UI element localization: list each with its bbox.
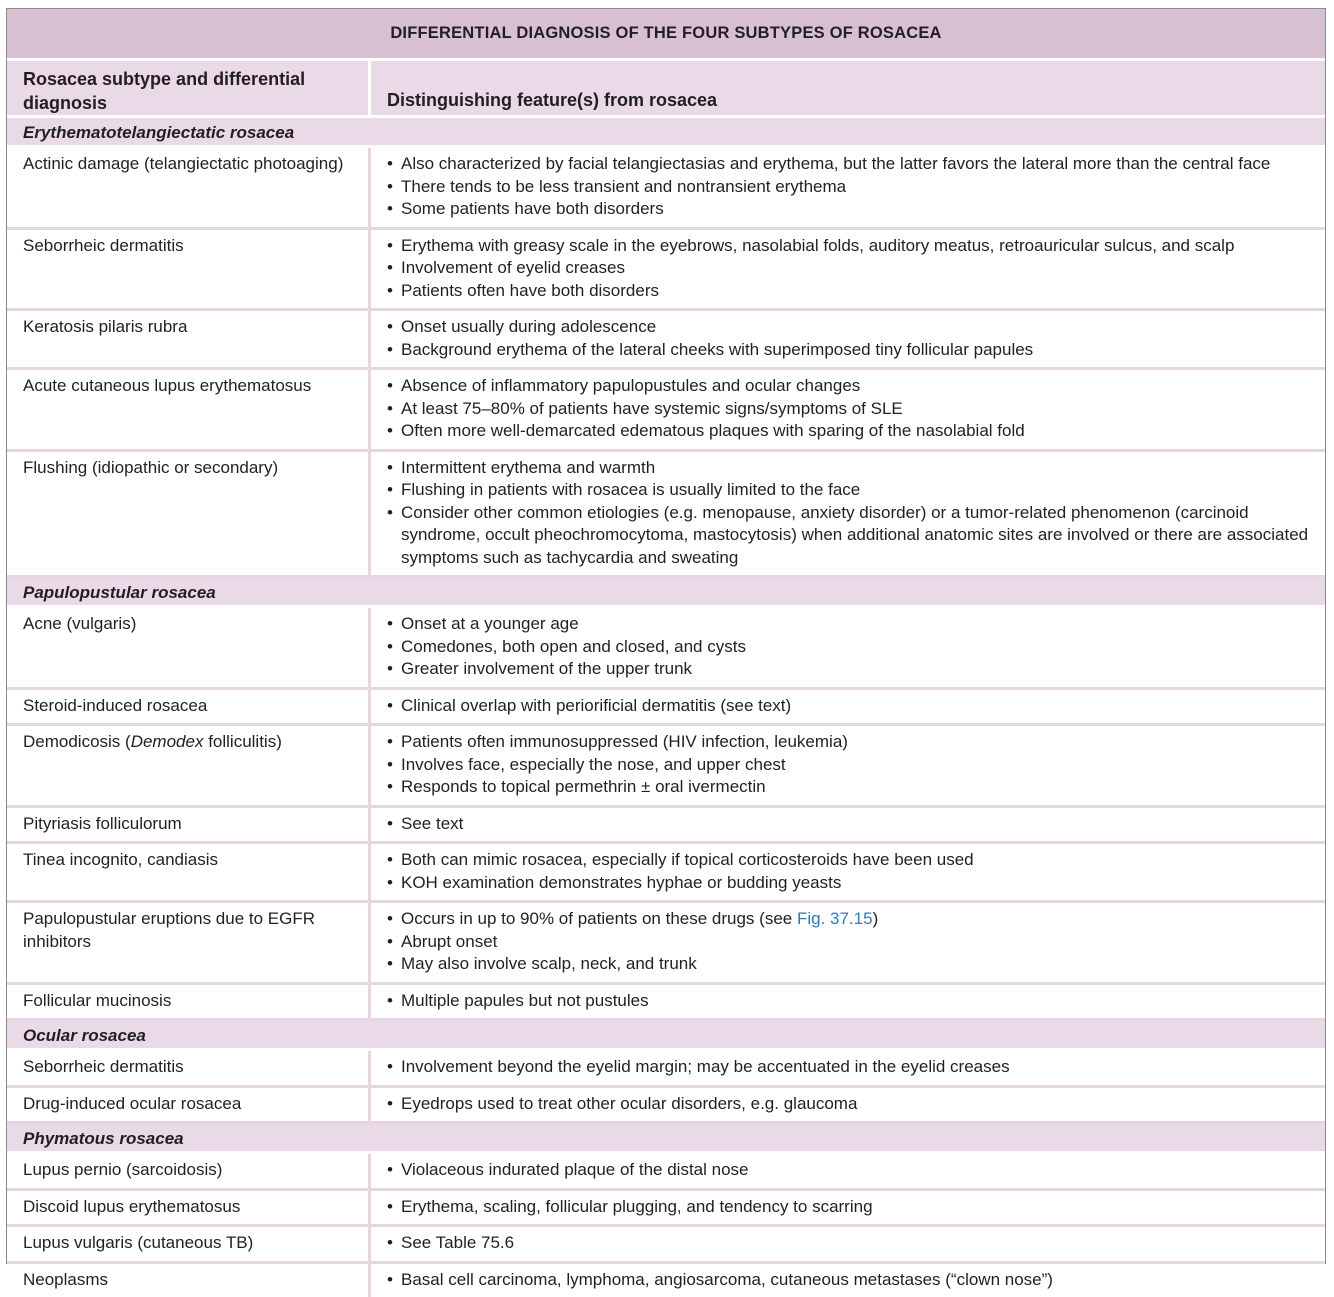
- feature-item: [387, 931, 1319, 954]
- feature-text: Violaceous indurated plaque of the distal nose: [401, 1159, 1319, 1182]
- bullet-icon: •: [387, 908, 401, 931]
- diagnosis-cell: Actinic damage (telangiectatic photoaging): [7, 148, 371, 227]
- table-row: [7, 230, 1325, 312]
- bullet-icon: •: [387, 398, 401, 421]
- table-row: [7, 1264, 1325, 1297]
- table-row: [7, 370, 1325, 452]
- bullet-icon: •: [387, 776, 401, 799]
- feature-text: Consider other common etiologies (e.g. menopause, anxiety disorder) or a tumor-related phenomenon (carcinoid syndrome, occult pheochromocytoma, mastocytosis) when additional anatomic sites are involved or there are associated symptoms such as tachycardia and sweating: [401, 502, 1319, 570]
- diagnosis-cell: Discoid lupus erythematosus: [7, 1191, 371, 1225]
- features-cell: [371, 370, 1325, 449]
- features-cell: [371, 726, 1325, 805]
- header-features: Distinguishing feature(s) from rosacea: [371, 61, 1325, 115]
- bullet-icon: •: [387, 849, 401, 872]
- feature-text: Clinical overlap with periorificial dermatitis (see text): [401, 695, 1319, 718]
- feature-item: [387, 613, 1319, 636]
- feature-text: Onset usually during adolescence: [401, 316, 1319, 339]
- feature-text: Some patients have both disorders: [401, 198, 1319, 221]
- table-title: DIFFERENTIAL DIAGNOSIS OF THE FOUR SUBTYPES OF ROSACEA: [7, 9, 1325, 61]
- feature-item: [387, 1196, 1319, 1219]
- table-row: [7, 1051, 1325, 1088]
- diagnosis-cell: Demodicosis (Demodex folliculitis): [7, 726, 371, 805]
- feature-text: Eyedrops used to treat other ocular disorders, e.g. glaucoma: [401, 1093, 1319, 1116]
- feature-item: [387, 479, 1319, 502]
- feature-item: [387, 235, 1319, 258]
- feature-text: Comedones, both open and closed, and cysts: [401, 636, 1319, 659]
- feature-text: Also characterized by facial telangiectasias and erythema, but the latter favors the lateral more than the central face: [401, 153, 1319, 176]
- differential-diagnosis-table: [6, 8, 1326, 1264]
- bullet-icon: •: [387, 695, 401, 718]
- bullet-icon: •: [387, 257, 401, 280]
- diagnosis-cell: Tinea incognito, candiasis: [7, 844, 371, 900]
- bullet-icon: •: [387, 1093, 401, 1116]
- feature-item: [387, 1056, 1319, 1079]
- feature-item: [387, 316, 1319, 339]
- features-cell: [371, 690, 1325, 724]
- features-cell: [371, 608, 1325, 687]
- feature-item: [387, 457, 1319, 480]
- bullet-icon: •: [387, 872, 401, 895]
- bullet-icon: •: [387, 1232, 401, 1255]
- diagnosis-cell: Lupus vulgaris (cutaneous TB): [7, 1227, 371, 1261]
- table-row: [7, 844, 1325, 903]
- feature-text: Responds to topical permethrin ± oral ivermectin: [401, 776, 1319, 799]
- features-cell: [371, 1051, 1325, 1085]
- feature-text: See Table 75.6: [401, 1232, 1319, 1255]
- diagnosis-cell: Acute cutaneous lupus erythematosus: [7, 370, 371, 449]
- feature-text: Involvement beyond the eyelid margin; may be accentuated in the eyelid creases: [401, 1056, 1319, 1079]
- feature-text: Both can mimic rosacea, especially if topical corticosteroids have been used: [401, 849, 1319, 872]
- feature-text: At least 75–80% of patients have systemic signs/symptoms of SLE: [401, 398, 1319, 421]
- bullet-icon: •: [387, 176, 401, 199]
- section-heading: Ocular rosacea: [7, 1021, 1325, 1051]
- feature-item: [387, 1269, 1319, 1292]
- feature-text: Greater involvement of the upper trunk: [401, 658, 1319, 681]
- feature-item: [387, 339, 1319, 362]
- feature-item: [387, 776, 1319, 799]
- table-row: [7, 985, 1325, 1022]
- table-row: [7, 311, 1325, 370]
- features-cell: [371, 148, 1325, 227]
- feature-item: [387, 849, 1319, 872]
- bullet-icon: •: [387, 636, 401, 659]
- feature-item: [387, 636, 1319, 659]
- table-row: [7, 903, 1325, 985]
- bullet-icon: •: [387, 1269, 401, 1292]
- table-row: [7, 1088, 1325, 1125]
- diagnosis-cell: Keratosis pilaris rubra: [7, 311, 371, 367]
- feature-item: [387, 908, 1319, 931]
- bullet-icon: •: [387, 1056, 401, 1079]
- feature-text: Occurs in up to 90% of patients on these drugs (see Fig. 37.15): [401, 908, 1319, 931]
- feature-text: Background erythema of the lateral cheeks with superimposed tiny follicular papules: [401, 339, 1319, 362]
- section-heading: Papulopustular rosacea: [7, 578, 1325, 608]
- features-cell: [371, 311, 1325, 367]
- diagnosis-cell: Steroid-induced rosacea: [7, 690, 371, 724]
- feature-text: See text: [401, 813, 1319, 836]
- bullet-icon: •: [387, 420, 401, 443]
- table-row: [7, 1227, 1325, 1264]
- feature-item: [387, 420, 1319, 443]
- bullet-icon: •: [387, 613, 401, 636]
- table-row: [7, 1154, 1325, 1191]
- feature-text: Involvement of eyelid creases: [401, 257, 1319, 280]
- features-cell: [371, 844, 1325, 900]
- feature-item: [387, 1232, 1319, 1255]
- bullet-icon: •: [387, 339, 401, 362]
- feature-item: [387, 1093, 1319, 1116]
- diagnosis-cell: Drug-induced ocular rosacea: [7, 1088, 371, 1122]
- diagnosis-cell: Acne (vulgaris): [7, 608, 371, 687]
- feature-item: [387, 990, 1319, 1013]
- bullet-icon: •: [387, 316, 401, 339]
- feature-item: [387, 872, 1319, 895]
- feature-text: May also involve scalp, neck, and trunk: [401, 953, 1319, 976]
- feature-item: [387, 953, 1319, 976]
- diagnosis-cell: Lupus pernio (sarcoidosis): [7, 1154, 371, 1188]
- diagnosis-cell: Seborrheic dermatitis: [7, 1051, 371, 1085]
- feature-text: Involves face, especially the nose, and upper chest: [401, 754, 1319, 777]
- feature-text: KOH examination demonstrates hyphae or budding yeasts: [401, 872, 1319, 895]
- features-cell: [371, 230, 1325, 309]
- bullet-icon: •: [387, 1196, 401, 1219]
- bullet-icon: •: [387, 153, 401, 176]
- feature-item: [387, 754, 1319, 777]
- feature-item: [387, 502, 1319, 570]
- table-row: [7, 148, 1325, 230]
- table-row: [7, 1191, 1325, 1228]
- bullet-icon: •: [387, 457, 401, 480]
- diagnosis-italic: Demodex: [131, 732, 204, 751]
- diagnosis-cell: Seborrheic dermatitis: [7, 230, 371, 309]
- features-cell: [371, 1154, 1325, 1188]
- feature-item: [387, 813, 1319, 836]
- bullet-icon: •: [387, 658, 401, 681]
- feature-text: Patients often immunosuppressed (HIV infection, leukemia): [401, 731, 1319, 754]
- features-cell: [371, 808, 1325, 842]
- bullet-icon: •: [387, 931, 401, 954]
- feature-item: [387, 695, 1319, 718]
- bullet-icon: •: [387, 479, 401, 502]
- table-row: [7, 608, 1325, 690]
- feature-item: [387, 280, 1319, 303]
- feature-text: Erythema with greasy scale in the eyebrows, nasolabial folds, auditory meatus, retroauricular sulcus, and scalp: [401, 235, 1319, 258]
- figure-reference-link[interactable]: Fig. 37.15: [797, 909, 873, 928]
- features-cell: [371, 1191, 1325, 1225]
- feature-text: Basal cell carcinoma, lymphoma, angiosarcoma, cutaneous metastases (“clown nose”): [401, 1269, 1319, 1292]
- bullet-icon: •: [387, 198, 401, 221]
- bullet-icon: •: [387, 502, 401, 570]
- features-cell: [371, 985, 1325, 1019]
- features-cell: [371, 903, 1325, 982]
- table-row: [7, 726, 1325, 808]
- bullet-icon: •: [387, 1159, 401, 1182]
- feature-item: [387, 153, 1319, 176]
- feature-text: Multiple papules but not pustules: [401, 990, 1319, 1013]
- table-row: [7, 808, 1325, 845]
- table-row: [7, 690, 1325, 727]
- feature-item: [387, 398, 1319, 421]
- feature-text: There tends to be less transient and nontransient erythema: [401, 176, 1319, 199]
- diagnosis-cell: Papulopustular eruptions due to EGFR inhibitors: [7, 903, 371, 982]
- table-header: [7, 61, 1325, 118]
- bullet-icon: •: [387, 731, 401, 754]
- feature-item: [387, 375, 1319, 398]
- feature-item: [387, 658, 1319, 681]
- feature-text: Erythema, scaling, follicular plugging, and tendency to scarring: [401, 1196, 1319, 1219]
- section-heading: Erythematotelangiectatic rosacea: [7, 118, 1325, 148]
- feature-text: Flushing in patients with rosacea is usually limited to the face: [401, 479, 1319, 502]
- diagnosis-cell: Neoplasms: [7, 1264, 371, 1297]
- table-row: [7, 452, 1325, 579]
- feature-item: [387, 1159, 1319, 1182]
- bullet-icon: •: [387, 235, 401, 258]
- header-subtype: Rosacea subtype and differential diagnosis: [7, 61, 371, 115]
- features-cell: [371, 1227, 1325, 1261]
- table-body: [7, 118, 1325, 1297]
- diagnosis-cell: Flushing (idiopathic or secondary): [7, 452, 371, 576]
- features-cell: [371, 1088, 1325, 1122]
- feature-item: [387, 257, 1319, 280]
- feature-text: Intermittent erythema and warmth: [401, 457, 1319, 480]
- bullet-icon: •: [387, 990, 401, 1013]
- bullet-icon: •: [387, 813, 401, 836]
- bullet-icon: •: [387, 953, 401, 976]
- feature-text: Abrupt onset: [401, 931, 1319, 954]
- feature-text: Patients often have both disorders: [401, 280, 1319, 303]
- feature-item: [387, 176, 1319, 199]
- diagnosis-cell: Pityriasis folliculorum: [7, 808, 371, 842]
- bullet-icon: •: [387, 754, 401, 777]
- feature-text: Often more well-demarcated edematous plaques with sparing of the nasolabial fold: [401, 420, 1319, 443]
- features-cell: [371, 452, 1325, 576]
- feature-item: [387, 198, 1319, 221]
- feature-text: Absence of inflammatory papulopustules and ocular changes: [401, 375, 1319, 398]
- feature-text: Onset at a younger age: [401, 613, 1319, 636]
- bullet-icon: •: [387, 280, 401, 303]
- features-cell: [371, 1264, 1325, 1297]
- section-heading: Phymatous rosacea: [7, 1124, 1325, 1154]
- diagnosis-cell: Follicular mucinosis: [7, 985, 371, 1019]
- bullet-icon: •: [387, 375, 401, 398]
- feature-item: [387, 731, 1319, 754]
